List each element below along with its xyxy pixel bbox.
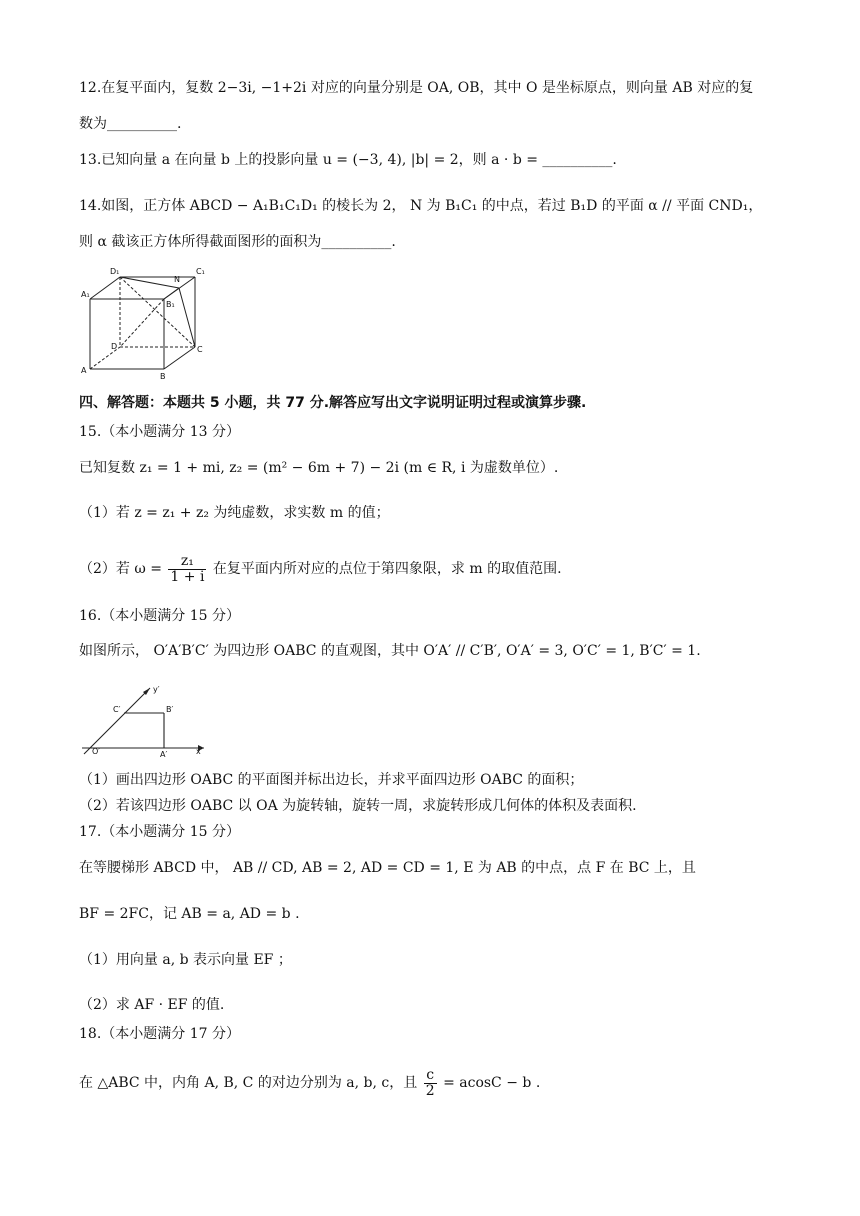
q15-stem: 已知复数 z₁ = 1 + mi, z₂ = (m² − 6m + 7) − 2i (m ∈ R, i 为虚数单位）. [79,460,559,476]
q13-text: 13.已知向量 a 在向量 b 上的投影向量 u = (−3, 4), |b| = 2，则 a · b = __________. [79,152,617,168]
cube-label-a1: A₁ [81,290,90,299]
oblique-label-y: y′ [153,685,160,694]
y-axis [84,688,150,754]
q16-stem: 如图所示， O′A′B′C′ 为四边形 OABC 的直观图，其中 O′A′ // C′B′, O′A′ = 3, O′C′ = 1, B′C′ = 1. [79,643,701,659]
cube-label-c: C [197,345,203,354]
section-heading: 四、解答题：本题共 5 小题，共 77 分.解答应写出文字说明证明过程或演算步骤. [79,395,587,411]
q18-frac-num: c [424,1068,437,1084]
cube-label-b: B [160,372,166,381]
q15-part2 [79,552,562,586]
q17-stem1: 在等腰梯形 ABCD 中， AB // CD, AB = 2, AD = CD = 1, E 为 AB 的中点，点 F 在 BC 上，且 [79,860,696,876]
q15-fraction [168,554,206,585]
q14-line2: 则 α 截该正方体所得截面图形的面积为__________. [79,234,396,250]
q16-header: 16.（本小题满分 15 分） [79,608,240,624]
q18-stem [79,1066,540,1100]
cube-label-c1: C₁ [196,267,205,276]
q18-stem-pre: 在 △ABC 中，内角 A, B, C 的对边分别为 a, b, c，且 [79,1075,418,1091]
oblique-label-b: B′ [166,705,174,714]
oblique-label-a: A′ [160,750,168,758]
q18-stem-post: = acosC − b . [443,1075,541,1091]
oblique-label-x: x′ [196,747,203,756]
cube-label-b1: B₁ [166,300,175,309]
q17-part2: （2）求 AF · EF 的值. [79,997,225,1013]
cube-label-a: A [81,366,87,375]
q18-fraction [424,1068,437,1099]
q15-frac-den: 1 + i [170,568,205,585]
q12-line2: 数为__________. [79,116,182,132]
q17-header: 17.（本小题满分 15 分） [79,824,240,840]
q17-part1: （1）用向量 a, b 表示向量 EF ； [79,952,292,968]
q15-frac-num: z₁ [168,554,206,570]
q15-part2-post: 在复平面内所对应的点位于第四象限，求 m 的取值范围. [212,561,562,577]
q17-stem2: BF = 2FC，记 AB = a, AD = b . [79,906,300,922]
cube-label-d: D [111,342,118,351]
q16-part2: （2）若该四边形 OABC 以 OA 为旋转轴，旋转一周，求旋转形成几何体的体积及表面积. [79,798,637,814]
q14-line1: 14.如图，正方体 ABCD − A₁B₁C₁D₁ 的棱长为 2， N 为 B₁C₁ 的中点，若过 B₁D 的平面 α // 平面 CND₁， [79,198,763,214]
q16-part1: （1）画出四边形 OABC 的平面图并标出边长，并求平面四边形 OABC 的面积； [79,772,584,788]
q18-header: 18.（本小题满分 17 分） [79,1026,240,1042]
oblique-figure [80,682,210,758]
cube-label-n: N [174,275,180,284]
cube-label-d1: D₁ [110,267,120,276]
q15-part1: （1）若 z = z₁ + z₂ 为纯虚数，求实数 m 的值； [79,505,390,521]
oblique-label-o: O′ [92,747,101,756]
q18-frac-den: 2 [425,1082,435,1099]
cube-figure [78,264,208,384]
q12-line1: 12.在复平面内，复数 2−3i, −1+2i 对应的向量分别是 OA, OB，其中 O 是坐标原点，则向量 AB 对应的复 [79,80,754,96]
q15-part2-pre: （2）若 ω = [79,561,162,577]
q15-header: 15.（本小题满分 13 分） [79,424,240,440]
oblique-label-c: C′ [113,705,121,714]
